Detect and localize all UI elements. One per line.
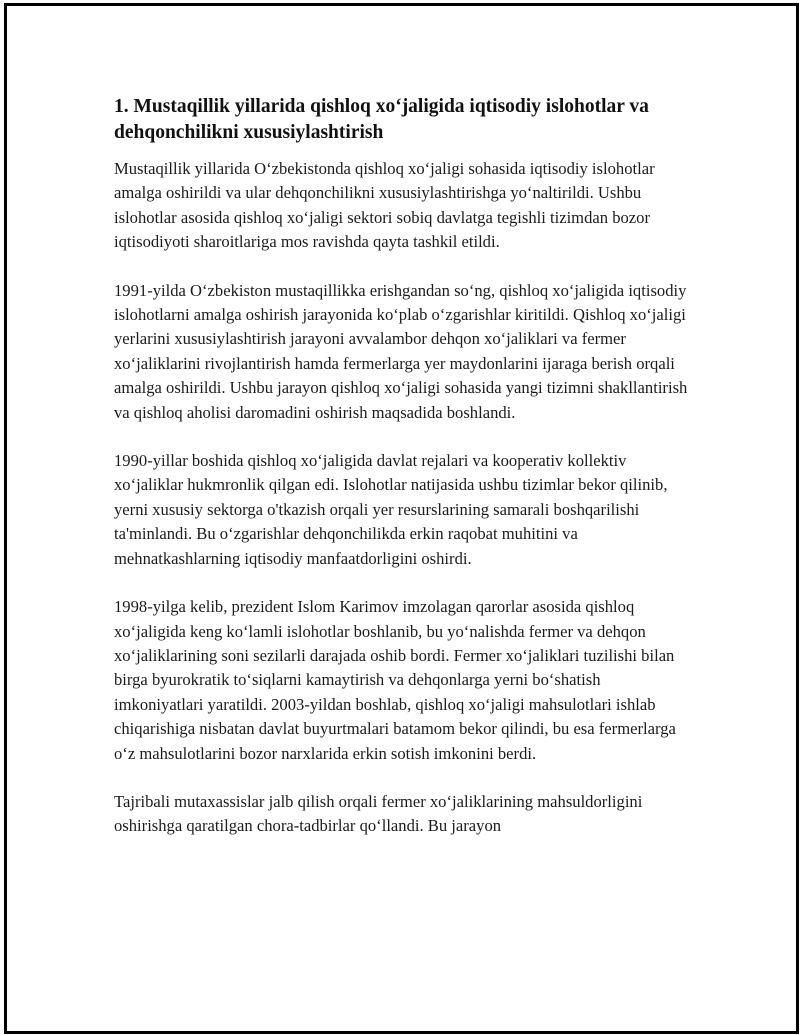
paragraph-1: Mustaqillik yillarida O‘zbekistonda qishloq xo‘jaligi sohasida iqtisodiy islohotlar amalga oshirildi va ular dehqonchilikni xususiylashtirishga yo‘naltirildi. Ushbu islohotlar asosida qishloq xo‘jaligi sektori sobiq davlatga tegishli tizimdan bozor iqtisodiyoti sharoitlariga mos ravishda qayta tashkil etildi.	[114, 159, 655, 252]
paragraph-2: 1991-yilda O‘zbekiston mustaqillikka erishgandan so‘ng, qishloq xo‘jaligida iqtisodiy islohotlarni amalga oshirish jarayonida ko‘plab o‘zgarishlar kiritildi. Qishloq xo‘jaligi yerlarini xususiylashtirish jarayoni avvalambor dehqon xo‘jaliklari va fermer xo‘jaliklarini rivojlantirish hamda fermerlarga yer maydonlarini ijaraga berish orqali amalga oshirildi. Ushbu jarayon qishloq xo‘jaligi sohasida yangi tizimni shakllantirish va qishloq aholisi daromadini oshirish maqsadida boshlandi.	[114, 280, 688, 422]
document-title: 1. Mustaqillik yillarida qishloq xo‘jaligida iqtisodiy islohotlar va dehqonchilikni xususiylashtirish	[114, 96, 649, 143]
paragraph-5: Tajribali mutaxassislar jalb qilish orqali fermer xo‘jaliklarining mahsuldorligini oshirishga qaratilgan chora-tadbirlar qo‘llandi. Bu jarayon	[114, 791, 643, 836]
document-body	[114, 94, 694, 863]
paragraph-3: 1990-yillar boshida qishloq xo‘jaligida davlat rejalari va kooperativ kollektiv xo‘jaliklar hukmronlik qilgan edi. Islohotlar natijasida ushbu tizimlar bekor qilinib, yerni xususiy sektorga o'tkazish orqali yer resurslarining samarali boshqarilishi ta'minlandi. Bu o‘zgarishlar dehqonchilikda erkin raqobat muhitini va mehnatkashlarning iqtisodiy manfaatdorligini oshirdi.	[114, 451, 668, 568]
paragraph-4: 1998-yilga kelib, prezident Islom Karimov imzolagan qarorlar asosida qishloq xo‘jaligida keng ko‘lamli islohotlar boshlanib, bu yo‘nalishda fermer va dehqon xo‘jaliklarining soni sezilarli darajada oshib bordi. Fermer xo‘jaliklari tuzilishi bilan birga byurokratik to‘siqlarni kamaytirish va dehqonlarga yerni bo‘shatish imkoniyatlari yaratildi. 2003-yildan boshlab, qishloq xo‘jaligi mahsulotlari ishlab chiqarishiga nisbatan davlat buyurtmalari batamom bekor qilindi, bu esa fermerlarga o‘z mahsulotlarini bozor narxlarida erkin sotish imkonini berdi.	[114, 597, 676, 763]
